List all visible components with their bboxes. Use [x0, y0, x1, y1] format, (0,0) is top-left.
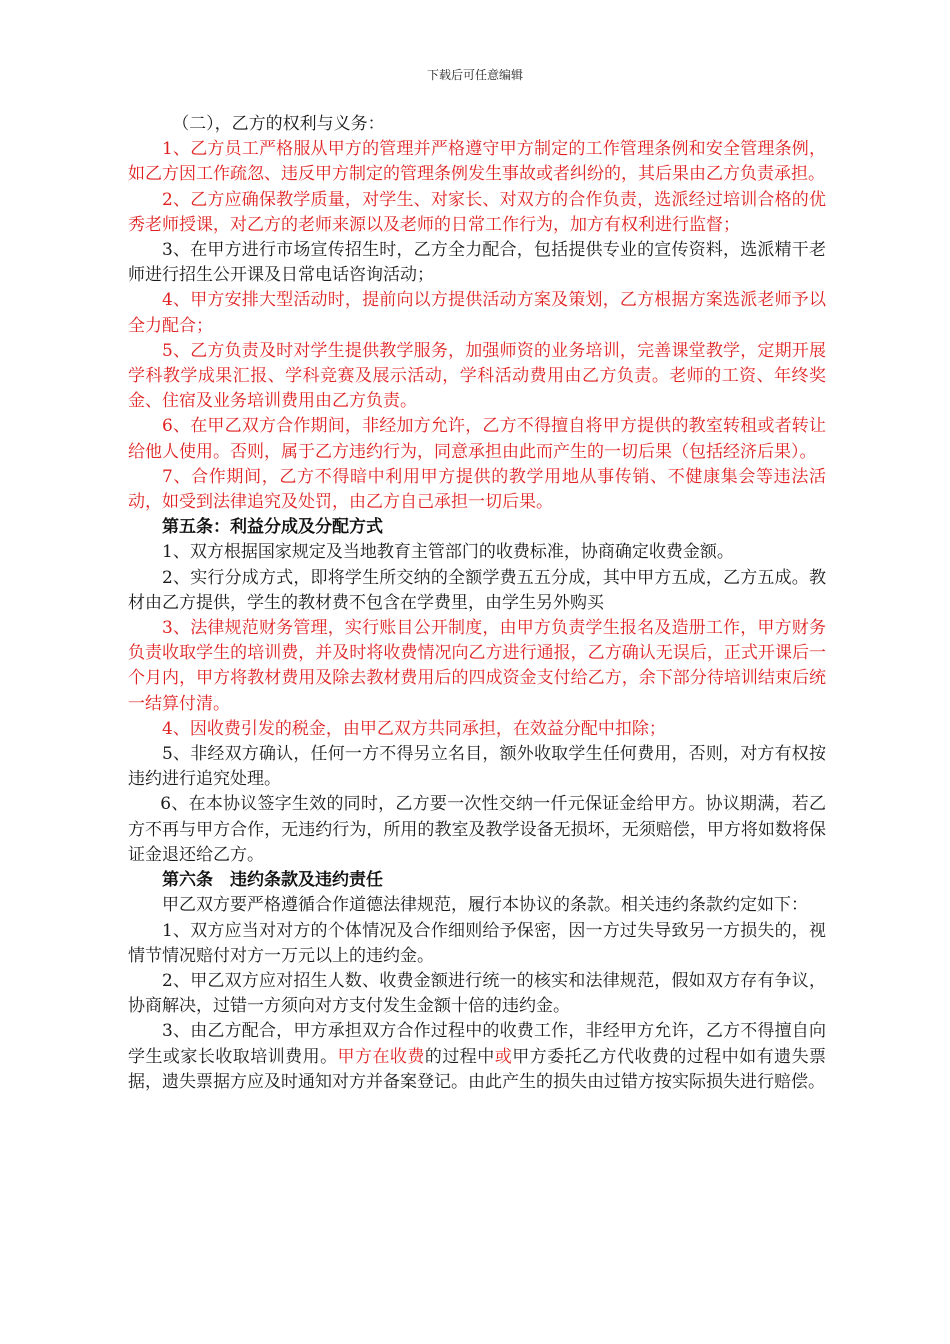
clause-6-2: 2、甲乙双方应对招生人数、收费金额进行统一的核实和法律规范，假如双方存有争议，协商解决，过错一方须向对方支付发生金额十倍的违约金。 — [128, 970, 826, 1017]
section-subtitle: （二），乙方的权利与义务： — [172, 114, 385, 134]
clause-6-3 — [128, 1019, 826, 1095]
clause-2-1: 1、乙方员工严格服从甲方的管理并严格遵守甲方制定的工作管理条例和安全管理条例，如乙方因工作疏忽、违反甲方制定的管理条例发生事故或者纠纷的，其后果由乙方负责承担。 — [128, 139, 826, 185]
article-6-heading: 第六条 违约条款及违约责任 — [162, 870, 383, 891]
clause-6-3-part5: 甲方委托乙方代收费的过程中如有遗失票据，遗失票据方应及时通知对方并备案登记。由此产生的损失由过错方按实际损失进行赔偿。 — [128, 1046, 827, 1092]
clause-2-3: 3、在甲方进行市场宣传招生时，乙方全力配合，包括提供专业的宣传资料，选派精干老师进行招生公开课及日常电话咨询活动； — [128, 240, 826, 286]
clause-5-2: 2、实行分成方式，即将学生所交纳的全额学费五五分成，其中甲方五成，乙方五成。教材由乙方提供，学生的教材费不包含在学费里，由学生另外购买 — [128, 567, 826, 613]
clause-2-6: 6、在甲乙双方合作期间，非经加方允许，乙方不得擅自将甲方提供的教室转租或者转让给他人使用。否则，属于乙方违约行为，同意承担由此而产生的一切后果（包括经济后果）。 — [128, 416, 826, 462]
clause-6-3-part3: 的过程中 — [424, 1046, 495, 1067]
clause-2-7: 7、合作期间，乙方不得暗中利用甲方提供的教学用地从事传销、不健康集会等违法活动，如受到法律追究及处罚，由乙方自己承担一切后果。 — [128, 466, 826, 513]
article-5-heading: 第五条：利益分成及分配方式 — [162, 517, 383, 538]
clause-5-6: 6、在本协议签字生效的同时，乙方要一次性交纳一仟元保证金给甲方。协议期满，若乙方不再与甲方合作，无违约行为，所用的教室及教学设备无损坏，无须赔偿，甲方将如数将保证金退还给乙方。 — [128, 794, 826, 865]
clause-2-5: 5、乙方负责及时对学生提供教学服务，加强师资的业务培训，完善课堂教学，定期开展学科教学成果汇报、学科竞赛及展示活动，学科活动费用由乙方负责。老师的工资、年终奖金、住宿及业务培训费用由乙方负责。 — [128, 340, 826, 412]
clause-5-5: 5、非经双方确认，任何一方不得另立名目，额外收取学生任何费用，否则，对方有权按违约进行追究处理。 — [128, 744, 826, 790]
clause-5-1: 1、双方根据国家规定及当地教育主管部门的收费标准，协商确定收费金额。 — [162, 542, 734, 563]
clause-2-2: 2、乙方应确保教学质量，对学生、对家长、对双方的合作负责，选派经过培训合格的优秀老师授课，对乙方的老师来源以及老师的日常工作行为，加方有权利进行监督； — [128, 189, 826, 235]
clause-6-1: 1、双方应当对对方的个体情况及合作细则给予保密，因一方过失导致另一方损失的，视情节情况赔付对方一万元以上的违约金。 — [128, 920, 826, 966]
clause-5-4: 4、因收费引发的税金，由甲乙双方共同承担，在效益分配中扣除； — [162, 718, 666, 739]
clause-6-3-highlight-2: 或 — [494, 1046, 513, 1067]
clause-6-3-part1: 3、由乙方配合，甲方承担双方合作过程中的收费工作，非经甲方允许，乙方不得擅自向学生或家长收取培训费用。 — [128, 1021, 826, 1067]
page-header-note: 下载后可任意编辑 — [426, 68, 523, 82]
clause-2-4: 4、甲方安排大型活动时，提前向以方提供活动方案及策划，乙方根据方案选派老师予以全力配合； — [128, 290, 826, 336]
document-body — [128, 112, 826, 1095]
clause-5-3: 3、法律规范财务管理，实行账目公开制度，由甲方负责学生报名及造册工作，甲方财务负责收取学生的培训费，并及时将收费情况向乙方进行通报，乙方确认无误后，正式开课后一个月内，甲方将教材费用及除去教材费用后的四成资金支付给乙方，余下部分待培训结束后统一结算付清。 — [128, 618, 826, 714]
article-6-intro: 甲乙双方要严格遵循合作道德法律规范，履行本协议的条款。相关违约条款约定如下： — [162, 895, 808, 916]
clause-6-3-highlight-1: 甲方在收费 — [337, 1046, 425, 1067]
